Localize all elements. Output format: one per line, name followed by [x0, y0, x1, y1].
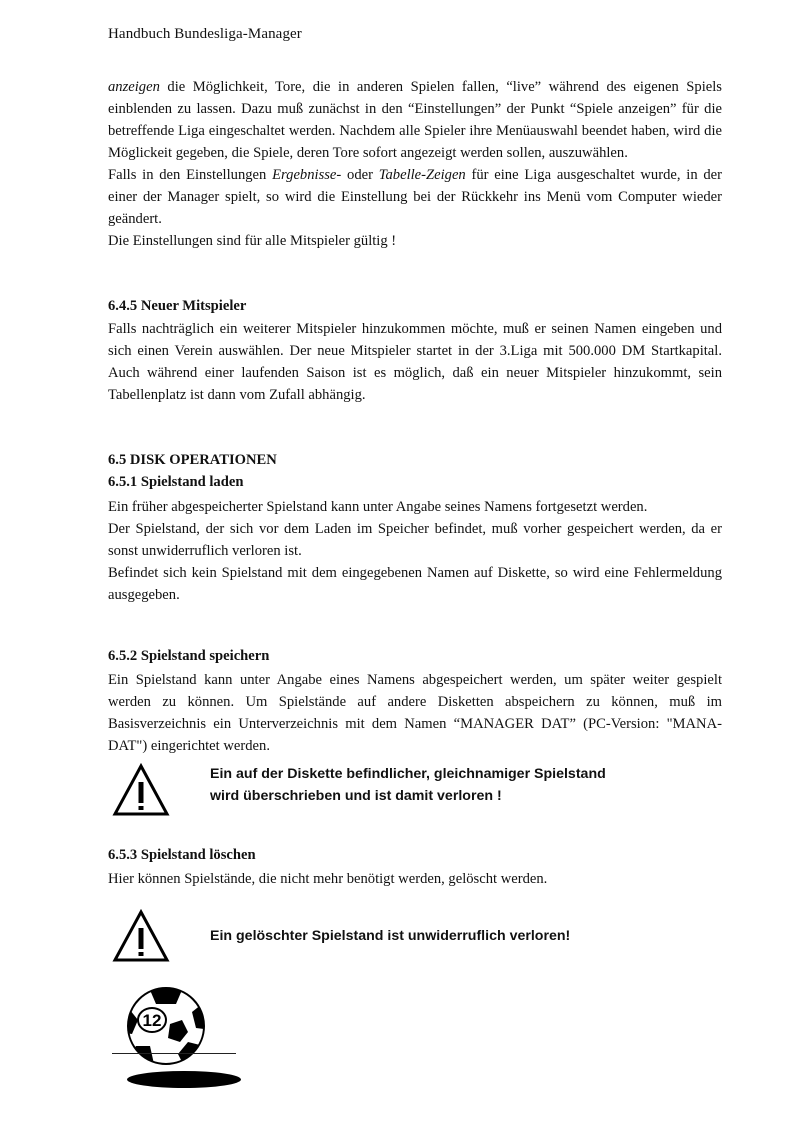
intro-paragraph: [108, 76, 722, 252]
section-6-5-1-p3: Befindet sich kein Spielstand mit dem eingegebenen Namen auf Diskette, so wird eine Fehlermeldung ausgegeben.: [108, 565, 722, 603]
heading-6-5: 6.5 DISK OPERATIONEN: [108, 452, 277, 468]
delete-warning: Ein gelöschter Spielstand ist unwiderruflich verloren!: [210, 928, 571, 944]
intro-line3: Die Einstellungen sind für alle Mitspieler gültig !: [108, 233, 397, 249]
section-6-5-2-text: Ein Spielstand kann unter Angabe eines Namens abgespeichert werden, um später weiter gespielt werden zu können. Um Spielstände auf andere Disketten abspeichern zu können, muß im Basisverzeichnis ein Unterverzeichnis mit dem Namen “MANAGER DAT” (PC-Version: "MANA-DAT") eingerichtet werden.: [108, 672, 722, 754]
heading-6-5-1: 6.5.1 Spielstand laden: [108, 474, 244, 490]
intro-emphasis-ergebnisse: Ergebnisse-: [272, 167, 342, 183]
heading-6-5-3: 6.5.3 Spielstand löschen: [108, 847, 256, 863]
intro-line2-c: für eine Liga ausgeschaltet wurde, in der einer der Manager spielt, so wird die Einstellung bei der Rückkehr ins Menü vom Computer wieder geändert.: [108, 167, 723, 227]
section-6-5-3-text: Hier können Spielstände, die nicht mehr benötigt werden, gelöscht werden.: [108, 871, 548, 887]
page-number: 12: [142, 1011, 162, 1030]
heading-6-5-2: 6.5.2 Spielstand speichern: [108, 648, 270, 664]
overwrite-warning-line1: Ein auf der Diskette befindlicher, gleichnamiger Spielstand: [210, 766, 606, 782]
intro-line2-a: Falls in den Einstellungen: [108, 167, 273, 183]
section-6-5-1-p1: Ein früher abgespeicherter Spielstand kann unter Angabe seines Namens fortgesetzt werden.: [108, 499, 648, 515]
footer-rule: [112, 1053, 236, 1054]
running-header: Handbuch Bundesliga-Manager: [108, 26, 302, 42]
intro-emphasis: anzeigen: [108, 79, 160, 95]
overwrite-warning: [210, 763, 606, 807]
section-6-4-5-text: Falls nachträglich ein weiterer Mitspieler hinzukommen möchte, muß er seinen Namen eingeben und sich einen Verein auswählen. Der neue Mitspieler startet in der 3.Liga mit 500.000 DM Startkapital. Auch während einer laufenden Saison ist es möglich, daß ein neuer Mitspieler hinzukommt, sein Tabellenplatz ist dann vom Zufall abhängig.: [108, 321, 722, 403]
section-6-5-1-text: [108, 496, 722, 606]
section-6-5-1-p2: Der Spielstand, der sich vor dem Laden im Speicher befindet, muß vorher gespeichert werden, da er sonst unwiderruflich verloren ist.: [108, 521, 722, 559]
overwrite-warning-line2: wird überschrieben und ist damit verloren !: [210, 788, 502, 804]
heading-6-4-5: 6.4.5 Neuer Mitspieler: [108, 298, 247, 314]
intro-emphasis-tabelle: Tabelle-Zeigen: [378, 167, 466, 183]
warning-icon-2: [112, 909, 170, 963]
warning-icon: [112, 763, 170, 817]
intro-line2-b: oder: [341, 167, 379, 183]
soccer-ball-icon: [126, 986, 206, 1066]
footer-bar: [127, 1071, 241, 1088]
intro-text: die Möglichkeit, Tore, die in anderen Spielen fallen, “live” während des eigenen Spiels einblenden zu lassen. Dazu muß zunächst in den “Einstellungen” der Punkt “Spiele anzeigen” für die betreffende Liga eingeschaltet werden. Nachdem alle Spieler ihre Menüauswahl beendet haben, wird die Möglickeit gegeben, die Spiele, deren Tore sofort angezeigt werden sollen, auszuwählen.: [108, 79, 722, 161]
